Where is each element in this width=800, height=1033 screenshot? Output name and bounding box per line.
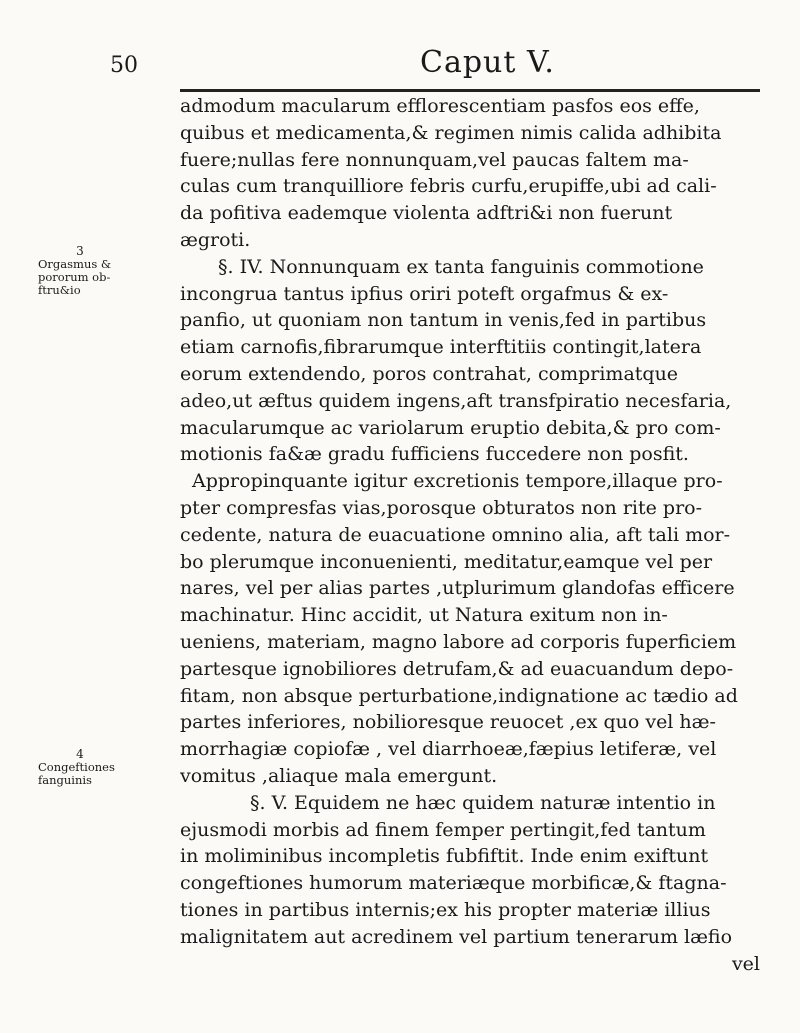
- text-line: incongrua tantus ipfius oriri poteft orgafmus & ex-: [180, 282, 669, 305]
- text-line: quibus et medicamenta,& regimen nimis calida adhibita: [180, 121, 722, 144]
- margin-note-line: fanguinis: [38, 773, 92, 787]
- text-line: macularumque ac variolarum eruptio debita,& pro com-: [180, 416, 721, 439]
- margin-note-orgasmus: [38, 245, 122, 297]
- section-heading-line: §. V. Equidem ne hæc quidem naturæ intentio in: [250, 791, 716, 814]
- catchword: vel: [731, 952, 760, 975]
- text-line: Appropinquante igitur excretionis tempore,illaque pro-: [192, 470, 723, 493]
- section-heading-line: §. IV. Nonnunquam ex tanta fanguinis commotione: [218, 255, 704, 278]
- text-line: panfio, ut quoniam non tantum in venis,fed in partibus: [180, 309, 707, 332]
- running-title: Caput V.: [420, 45, 555, 80]
- margin-note-line: pororum ob-: [38, 270, 111, 284]
- margin-note-line: Congeftiones: [38, 760, 115, 774]
- text-line: malignitatem aut acredinem vel partium tenerarum læfio: [180, 925, 733, 948]
- text-line: partesque ignobiliores detrufam,& ad euacuandum depo-: [180, 657, 734, 680]
- text-line: fitam, non absque perturbatione,indignatione ac tædio ad: [180, 684, 738, 707]
- margin-note-line: ftru&io: [38, 283, 81, 297]
- text-line: vomitus ,aliaque mala emergunt.: [180, 764, 498, 787]
- text-line: da pofitiva eademque violenta adftri&i non fuerunt: [180, 202, 673, 225]
- text-line: motionis fa&æ gradu fufficiens fuccedere non posfit.: [180, 443, 689, 466]
- page-number: 50: [110, 53, 138, 78]
- text-line: tiones in partibus internis;ex his propter materiæ illius: [180, 898, 711, 921]
- text-line: machinatur. Hinc accidit, ut Natura exitum non in-: [180, 604, 668, 627]
- text-line: bo plerumque inconuenienti, meditatur,eamque vel per: [180, 550, 713, 573]
- text-line: partes inferiores, nobilioresque reuocet ,ex quo vel hæ-: [180, 711, 716, 734]
- text-line: admodum macularum efflorescentiam pasfos eos effe,: [180, 95, 700, 117]
- text-line: pter compresfas vias,porosque obturatos non rite pro-: [180, 496, 703, 519]
- text-line: etiam carnofis,fibrarumque interftitiis contingit,latera: [180, 336, 702, 359]
- text-line: eorum extendendo, poros contrahat, comprimatque: [180, 362, 679, 385]
- text-line: cedente, natura de euacuatione omnino alia, aft tali mor-: [180, 523, 731, 546]
- text-line: ueniens, materiam, magno labore ad corporis fuperficiem: [180, 630, 737, 653]
- text-line: ægroti.: [180, 228, 251, 251]
- header-rule: [180, 89, 760, 92]
- text-line: ejusmodi morbis ad finem femper pertingit,fed tantum: [180, 818, 706, 841]
- text-line: adeo,ut æftus quidem ingens,aft transfpiratio necesfaria,: [180, 389, 732, 412]
- page-header: [110, 45, 760, 85]
- text-line: morrhagiæ copiofæ , vel diarrhoeæ,fæpius letiferæ, vel: [180, 738, 717, 761]
- text-line: in moliminibus incompletis fubfiftit. Inde enim exiftunt: [180, 845, 709, 868]
- text-line: fuere;nullas fere nonnunquam,vel paucas faltem ma-: [180, 148, 689, 171]
- margin-note-congestiones: [38, 748, 122, 787]
- text-line: nares, vel per alias partes ,utplurimum glandofas efficere: [180, 577, 735, 600]
- body-text: [180, 93, 770, 977]
- text-line: culas cum tranquilliore febris curfu,erupiffe,ubi ad cali-: [180, 175, 717, 198]
- margin-note-number: 4: [76, 747, 84, 761]
- text-line: congeftiones humorum materiæque morbificæ,& ftagna-: [180, 872, 727, 895]
- margin-note-number: 3: [76, 244, 84, 258]
- margin-note-line: Orgasmus &: [38, 257, 112, 271]
